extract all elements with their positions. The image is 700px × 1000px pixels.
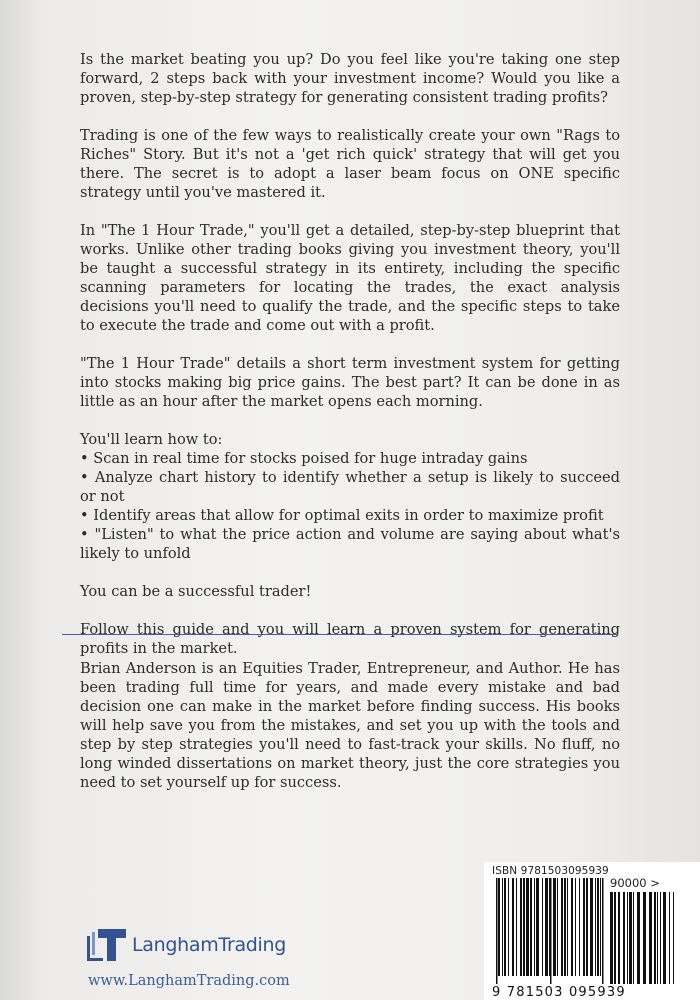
lt-logo-icon xyxy=(86,928,128,962)
publisher-name: LanghamTrading xyxy=(132,934,287,956)
isbn-digits: 9 781503 095939 xyxy=(492,985,626,1000)
list-item: • "Listen" to what the price action and volume are saying about what's likely to unfold xyxy=(80,525,620,563)
isbn-label: ISBN 9781503095939 xyxy=(492,865,609,877)
divider xyxy=(62,634,618,635)
blurb-paragraph: Is the market beating you up? Do you feel like you're taking one step forward, 2 steps back with your investment income? Would you like a proven, step-by-step strategy for generating consistent trading profits? xyxy=(80,51,620,106)
price-code: 90000 > xyxy=(610,876,660,890)
blurb-paragraph: Trading is one of the few ways to realistically create your own "Rags to Riches" Story. But it's not a 'get rich quick' strategy that will get you there. The secret is to adopt a laser beam focus on ONE specific strategy until you've mastered it. xyxy=(80,127,620,201)
publisher-website: www.LanghamTrading.com xyxy=(88,973,290,989)
blurb xyxy=(80,50,620,677)
blurb-paragraph: In "The 1 Hour Trade," you'll get a detailed, step-by-step blueprint that works. Unlike other trading books giving you investment theory, you'll be taught a successful strategy in its entirety, including the specific scanning parameters for locating the trades, the exact analysis decisions you'll need to qualify the trade, and the specific steps to take to execute the trade and come out with a profit. xyxy=(80,222,620,334)
author-bio: Brian Anderson is an Equities Trader, Entrepreneur, and Author. He has been trading full time for years, and made every mistake and bad decision one can make in the market before finding success. His books will help save you from the mistakes, and set you up with the tools and step by step strategies you'll need to fast-track your skills. No fluff, no long winded dissertations on market theory, just the core strategies you need to set yourself up for success. xyxy=(80,660,620,791)
closing-line: You can be a successful trader! xyxy=(80,583,312,600)
list-item: • Scan in real time for stocks poised for huge intraday gains xyxy=(80,449,620,468)
learn-list xyxy=(80,449,620,563)
barcode xyxy=(484,862,700,1000)
closing-paragraph: Follow this guide and you will learn a proven system for generating profits in the market. xyxy=(80,621,620,657)
learn-intro: You'll learn how to: xyxy=(80,431,223,448)
publisher-logo xyxy=(86,928,286,962)
list-item: • Identify areas that allow for optimal exits in order to maximize profit xyxy=(80,506,620,525)
barcode-bars xyxy=(484,862,700,1000)
learn-section xyxy=(80,430,620,563)
blurb-paragraph: "The 1 Hour Trade" details a short term investment system for getting into stocks making big price gains. The best part? It can be done in as little as an hour after the market opens each morning. xyxy=(80,355,620,410)
list-item: • Analyze chart history to identify whether a setup is likely to succeed or not xyxy=(80,468,620,506)
